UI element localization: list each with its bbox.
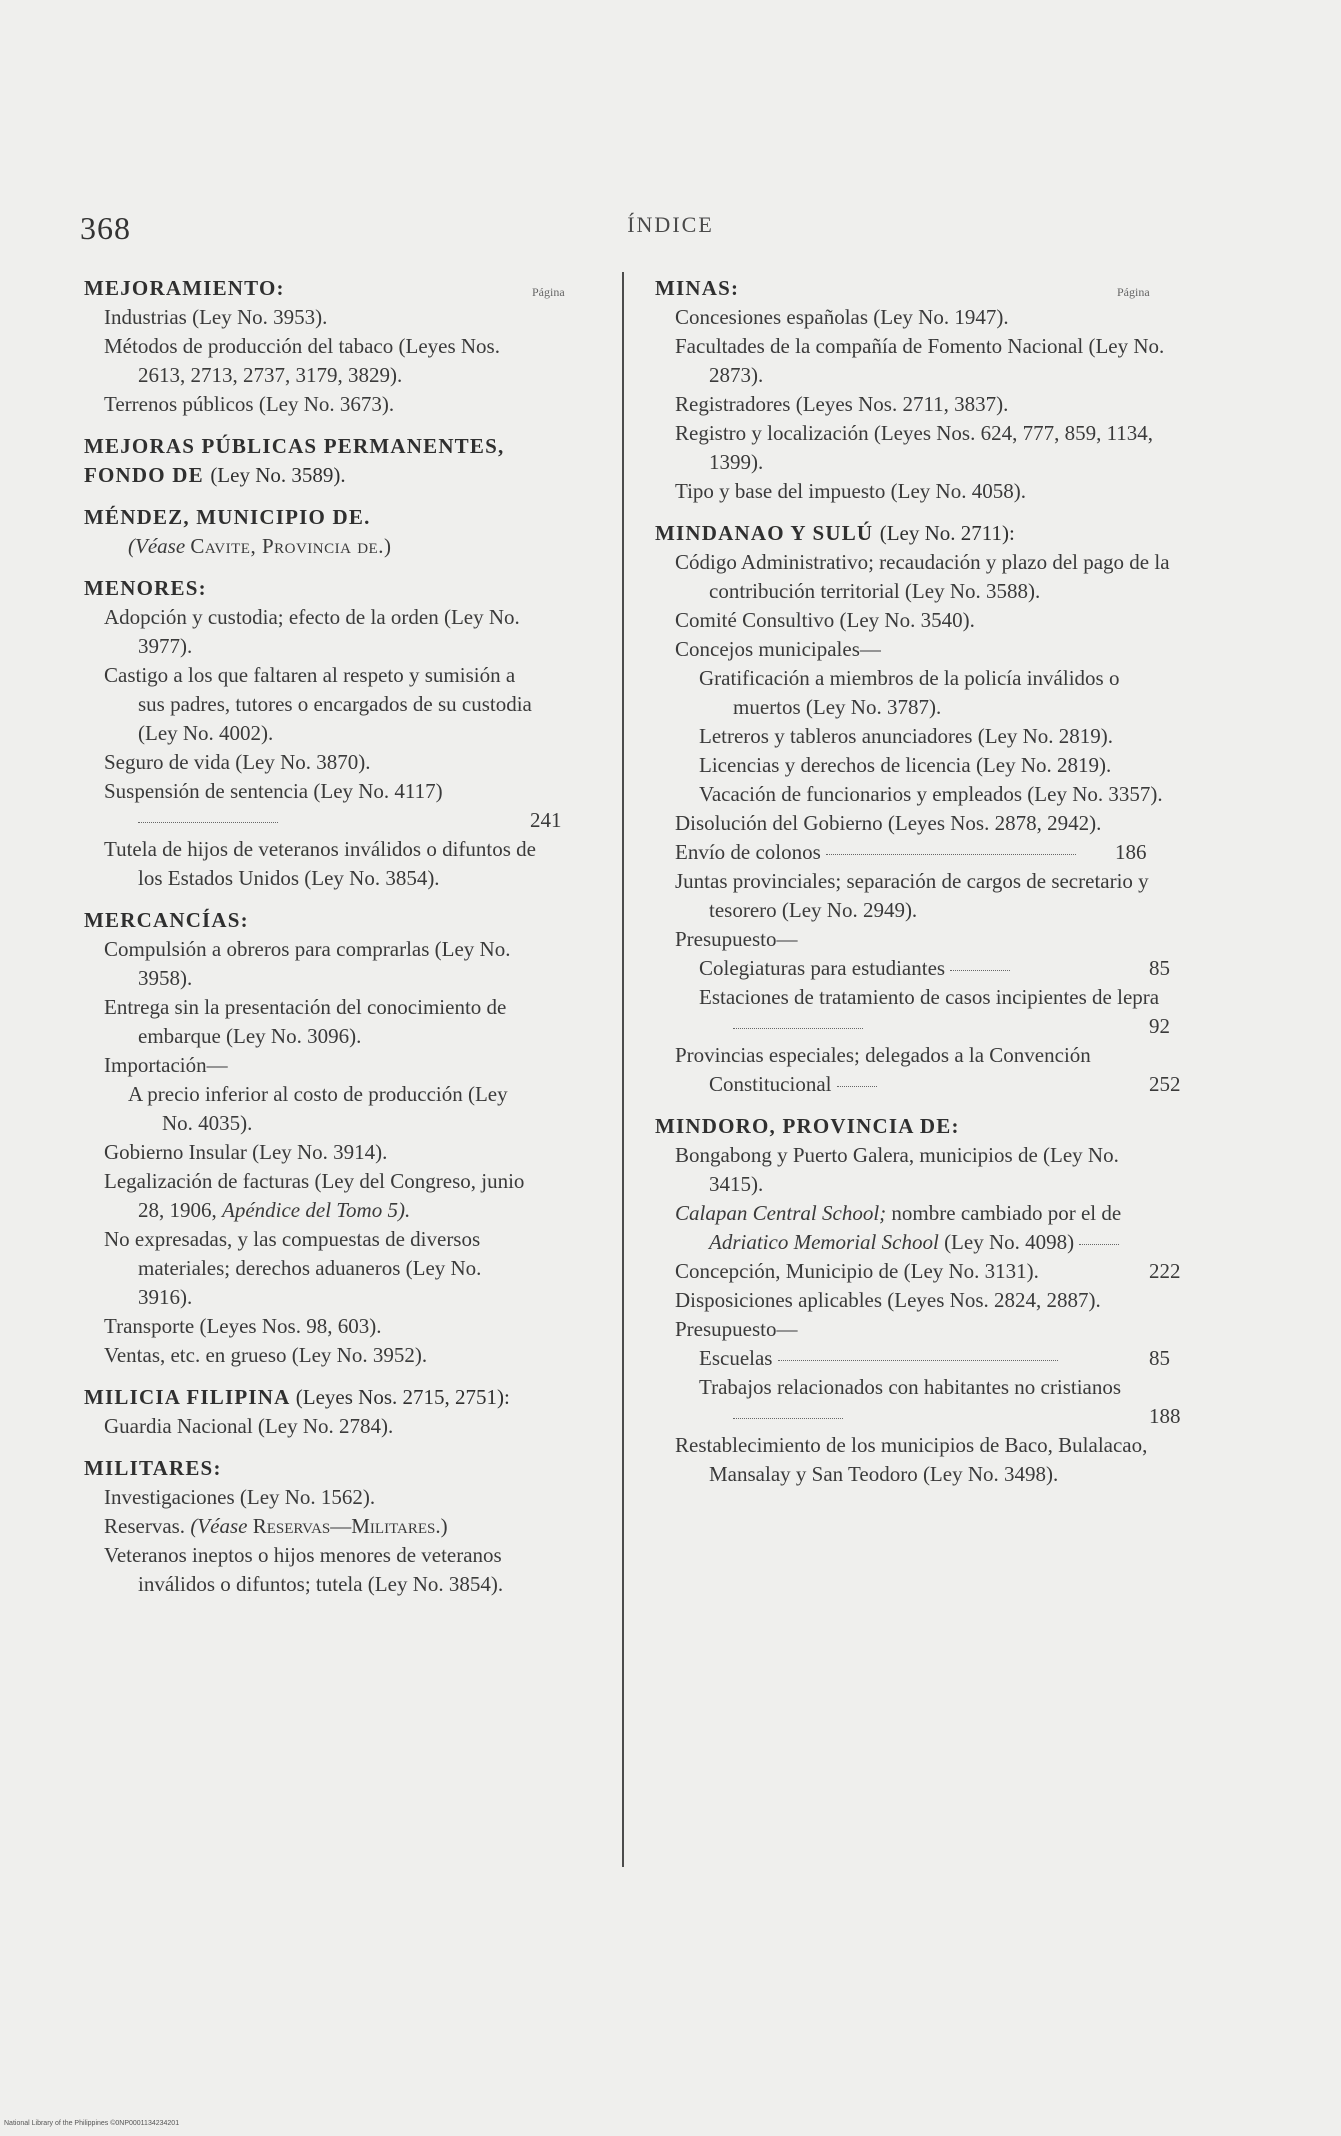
heading-text: MINDANAO Y SULÚ xyxy=(655,521,874,545)
heading xyxy=(653,519,1179,548)
index-line: Investigaciones (Ley No. 1562). xyxy=(104,1485,376,1509)
index-subline: Vacación de funcionarios y empleados (Ley No. 3357). xyxy=(699,782,1163,806)
heading-note: (Ley No. 2711): xyxy=(879,521,1015,545)
line-text: Colegiaturas para estudiantes xyxy=(699,956,946,980)
line-text-italic: Adriatico Memorial School xyxy=(709,1230,939,1254)
pagina-label: Página xyxy=(532,285,565,299)
heading: MILITARES: xyxy=(84,1456,222,1480)
index-subline: Gratificación a miembros de la policía inválidos o muertos (Ley No. 3787). xyxy=(699,666,1120,719)
index-line: Restablecimiento de los municipios de Baco, Bulalacao, Mansalay y San Teodoro (Ley No. 3498). xyxy=(675,1433,1148,1486)
line-text-italic: Apéndice del Tomo 5). xyxy=(222,1198,411,1222)
index-line: Métodos de producción del tabaco (Leyes Nos. 2613, 2713, 2737, 3179, 3829). xyxy=(104,334,500,387)
column-divider xyxy=(622,272,624,1867)
entry-mindanao xyxy=(653,519,1179,1099)
pagina-label: Página xyxy=(1117,285,1150,299)
index-line: Código Administrativo; recaudación y plazo del pago de la contribución territorial (Ley No. 3588). xyxy=(675,550,1170,603)
heading-text: MILICIA FILIPINA xyxy=(84,1385,290,1409)
entry-menores xyxy=(82,574,562,893)
index-subline: A precio inferior al costo de producción (Ley No. 4035). xyxy=(128,1082,508,1135)
line-text: Reservas. xyxy=(104,1514,186,1538)
see-word: (Véase xyxy=(190,1514,248,1538)
index-line: Disolución del Gobierno (Leyes Nos. 2878, 2942). xyxy=(675,811,1102,835)
see-target: Cavite, Provincia de.) xyxy=(190,534,392,558)
index-line: Presupuesto— xyxy=(675,1317,798,1341)
heading xyxy=(82,1383,540,1412)
index-line: Compulsión a obreros para comprarlas (Ley No. 3958). xyxy=(104,937,511,990)
index-line: Disposiciones aplicables (Leyes Nos. 2824, 2887). xyxy=(675,1288,1101,1312)
index-line: Concepción, Municipio de (Ley No. 3131). xyxy=(675,1259,1039,1283)
index-line: Registro y localización (Leyes Nos. 624, 777, 859, 1134, 1399). xyxy=(675,421,1154,474)
index-line: Castigo a los que faltaren al respeto y sumisión a sus padres, tutores o encargados de su custodia (Ley No. 4002). xyxy=(104,663,532,745)
index-line: Veteranos ineptos o hijos menores de veteranos inválidos o difuntos; tutela (Ley No. 3854). xyxy=(104,1543,504,1596)
index-line: Concejos municipales— xyxy=(675,637,881,661)
index-line: Industrias (Ley No. 3953). xyxy=(104,305,328,329)
index-line: Importación— xyxy=(104,1053,228,1077)
index-line-with-page: Envío de colonos 186 xyxy=(675,840,1147,864)
heading-text: MEJORAS PÚBLICAS PERMANENTES, FONDO DE xyxy=(84,434,505,487)
index-line: Juntas provinciales; separación de cargos de secretario y tesorero (Ley No. 2949). xyxy=(675,869,1149,922)
leader-dots xyxy=(837,1085,877,1087)
leader-dots xyxy=(733,1027,863,1029)
index-line: Seguro de vida (Ley No. 3870). xyxy=(104,750,371,774)
index-line: Presupuesto— xyxy=(675,927,798,951)
entry-militares xyxy=(82,1454,540,1599)
page-ref: 252 xyxy=(1149,1072,1181,1096)
index-line: Terrenos públicos (Ley No. 3673). xyxy=(104,392,395,416)
page-ref: 85 xyxy=(1149,1346,1170,1370)
index-line xyxy=(82,1167,540,1225)
index-line: No expresadas, y las compuestas de diversos materiales; derechos aduaneros (Ley No. 3916). xyxy=(104,1227,482,1309)
page-ref: 188 xyxy=(1149,1404,1181,1428)
line-text: (Ley No. 4098) xyxy=(944,1230,1075,1254)
entry-mejoras xyxy=(82,432,540,490)
running-head: ÍNDICE xyxy=(627,212,714,237)
entry-mindoro xyxy=(653,1112,1179,1489)
index-line: Entrega sin la presentación del conocimiento de embarque (Ley No. 3096). xyxy=(104,995,507,1048)
see-target: Reservas—Militares.) xyxy=(252,1514,448,1538)
leader-dots xyxy=(950,969,1010,971)
index-line: Bongabong y Puerto Galera, municipios de (Ley No. 3415). xyxy=(675,1143,1119,1196)
entry-mendez xyxy=(82,503,540,561)
leader-dots xyxy=(826,853,1076,855)
index-line-with-page: Suspensión de sentencia (Ley No. 4117) 241 xyxy=(104,779,562,832)
line-text: Trabajos relacionados con habitantes no cristianos xyxy=(699,1375,1122,1399)
entry-milicia xyxy=(82,1383,540,1441)
entry-mercancias xyxy=(82,906,540,1370)
index-subline-with-page xyxy=(653,1373,1179,1431)
index-line-with-page xyxy=(653,1041,1179,1099)
page-ref: 222 xyxy=(1149,1259,1181,1283)
see-reference xyxy=(82,532,540,561)
index-line: Adopción y custodia; efecto de la orden (Ley No. 3977). xyxy=(104,605,520,658)
line-text-italic: Calapan Central School; xyxy=(675,1201,887,1225)
heading: MINDORO, PROVINCIA DE: xyxy=(655,1114,960,1138)
heading: MINAS: xyxy=(655,276,740,300)
heading: MENORES: xyxy=(84,576,207,600)
index-subline: Gobierno Insular (Ley No. 3914). xyxy=(104,1140,388,1164)
leader-dots xyxy=(138,821,278,823)
entry-mejoramiento xyxy=(82,274,540,419)
index-line: Guardia Nacional (Ley No. 2784). xyxy=(104,1414,394,1438)
line-text: Provincias especiales; delegados a la Convención Constitucional xyxy=(675,1043,1091,1096)
index-line: Transporte (Leyes Nos. 98, 603). xyxy=(104,1314,382,1338)
index-line: Registradores (Leyes Nos. 2711, 3837). xyxy=(675,392,1009,416)
heading: MERCANCÍAS: xyxy=(84,908,249,932)
line-text: Escuelas xyxy=(699,1346,773,1370)
index-line: Ventas, etc. en grueso (Ley No. 3952). xyxy=(104,1343,428,1367)
index-line: Comité Consultivo (Ley No. 3540). xyxy=(675,608,975,632)
leader-dots xyxy=(1079,1243,1119,1245)
heading-note: (Ley No. 3589). xyxy=(210,463,346,487)
line-text: Suspensión de sentencia (Ley No. 4117) xyxy=(104,779,443,803)
index-line: Tutela de hijos de veteranos inválidos o difuntos de los Estados Unidos (Ley No. 3854). xyxy=(104,837,536,890)
index-subline-with-page xyxy=(653,954,1179,983)
index-line: Tipo y base del impuesto (Ley No. 4058). xyxy=(675,479,1026,503)
line-text: Envío de colonos xyxy=(675,840,821,864)
line-text: Legalización de facturas (Ley del Congreso, junio 28, 1906, xyxy=(104,1169,525,1222)
index-line xyxy=(82,1512,540,1541)
index-line: Facultades de la compañía de Fomento Nacional (Ley No. 2873). xyxy=(675,334,1165,387)
index-subline: Letreros y tableros anunciadores (Ley No. 2819). xyxy=(699,724,1114,748)
leader-dots xyxy=(778,1359,1058,1361)
page-number: 368 xyxy=(80,210,131,246)
page-ref: 92 xyxy=(1149,1014,1170,1038)
right-column xyxy=(653,274,1179,1502)
index-subline-with-page xyxy=(653,1344,1179,1373)
see-word: (Véase xyxy=(128,534,186,558)
leader-dots xyxy=(733,1417,843,1419)
heading: MÉNDEZ, MUNICIPIO DE. xyxy=(84,505,371,529)
heading xyxy=(82,432,540,490)
index-subline-with-page xyxy=(653,983,1179,1041)
left-column xyxy=(82,274,565,1612)
line-text: Estaciones de tratamiento de casos incipientes de lepra xyxy=(699,985,1160,1009)
index-line: Concesiones españolas (Ley No. 1947). xyxy=(675,305,1009,329)
entry-minas xyxy=(653,274,1179,506)
index-subline: Licencias y derechos de licencia (Ley No. 2819). xyxy=(699,753,1112,777)
line-text: nombre cambiado por el de xyxy=(891,1201,1122,1225)
footer-credit: National Library of the Philippines ©0NP0001134234201 xyxy=(4,2120,180,2127)
heading-note: (Leyes Nos. 2715, 2751): xyxy=(295,1385,510,1409)
heading: MEJORAMIENTO: xyxy=(84,276,285,300)
page-ref: 85 xyxy=(1149,956,1170,980)
